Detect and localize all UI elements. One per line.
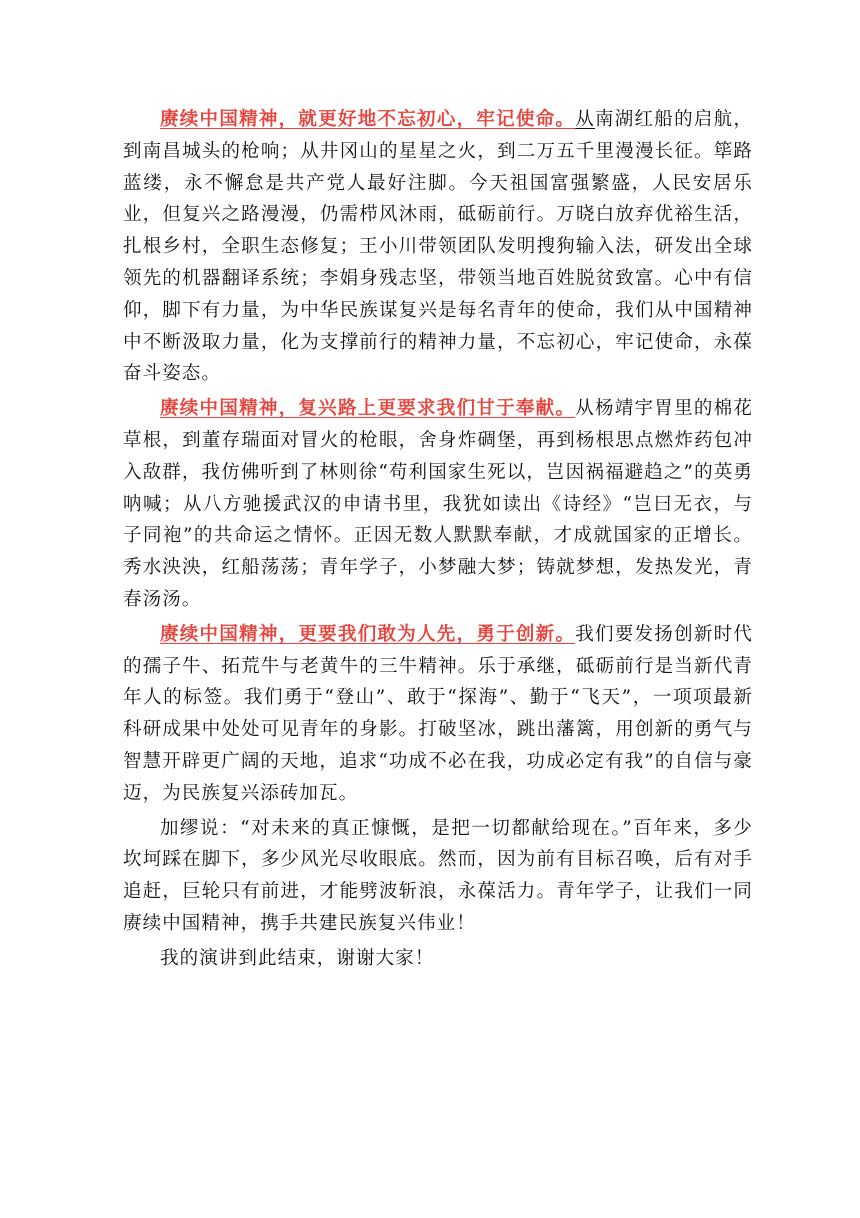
paragraph-1 bbox=[123, 104, 753, 390]
paragraph-3-text: 我们要发扬创新时代的孺子牛、拓荒牛与老黄牛的三牛精神。乐于承继，砥砺前行是当新代青年人的标签。我们勇于“登山”、敢于“探海”、勤于“飞天”，一项项最新科研成果中处处可见青年的身影。打破坚冰，跳出藩篱，用创新的勇气与智慧开辟更广阔的天地，追求“功成不必在我，功成必定有我”的自信与豪迈，为民族复兴添砖加瓦。 bbox=[123, 623, 753, 804]
document-body bbox=[123, 104, 753, 978]
paragraph-1-heading: 赓续中国精神，就更好地不忘初心，牢记使命。 bbox=[160, 109, 576, 130]
paragraph-3 bbox=[123, 619, 753, 810]
paragraph-4 bbox=[123, 813, 753, 940]
closing-line-text: 我的演讲到此结束，谢谢大家！ bbox=[160, 947, 435, 969]
paragraph-2-text: 从杨靖宇胃里的棉花草根，到董存瑞面对冒火的枪眼，舍身炸碉堡，再到杨根思点燃炸药包冲入敌群，我仿佛听到了林则徐“苟利国家生死以，岂因祸福避趋之”的英勇呐喊；从八方驰援武汉的申请书里，我犹如读出《诗经》“岂曰无衣，与子同袍”的共命运之情怀。正因无数人默默奉献，才成就国家的正增长。秀水泱泱，红船荡荡；青年学子，小梦融大梦；铸就梦想，发热发光，青春汤汤。 bbox=[123, 398, 753, 610]
paragraph-4-text: 加缪说：“对未来的真正慷慨，是把一切都献给现在。”百年来，多少坎坷踩在脚下，多少风光尽收眼底。然而，因为前有目标召唤，后有对手追赶，巨轮只有前进，才能劈波斩浪，永葆活力。青年学子，让我们一同赓续中国精神，携手共建民族复兴伟业！ bbox=[123, 817, 753, 934]
paragraph-1-lead: 从 bbox=[575, 109, 595, 130]
paragraph-3-heading: 赓续中国精神，更要我们敢为人先，勇于创新。 bbox=[160, 623, 576, 645]
closing-line bbox=[123, 943, 753, 975]
paragraph-2 bbox=[123, 393, 753, 616]
paragraph-2-heading: 赓续中国精神，复兴路上更要求我们甘于奉献。 bbox=[160, 398, 576, 420]
paragraph-1-text: 南湖红船的启航，到南昌城头的枪响；从井冈山的星星之火，到二万五千里漫漫长征。筚路蓝缕，永不懈怠是共产党人最好注脚。今天祖国富强繁盛，人民安居乐业，但复兴之路漫漫，仍需栉风沐雨，砥砺前行。万晓白放弃优裕生活，扎根乡村，全职生态修复；王小川带领团队发明搜狗输入法，研发出全球领先的机器翻译系统；李娟身残志坚，带领当地百姓脱贫致富。心中有信仰，脚下有力量，为中华民族谋复兴是每名青年的使命，我们从中国精神中不断汲取力量，化为支撑前行的精神力量，不忘初心，牢记使命，永葆奋斗姿态。 bbox=[123, 109, 753, 385]
